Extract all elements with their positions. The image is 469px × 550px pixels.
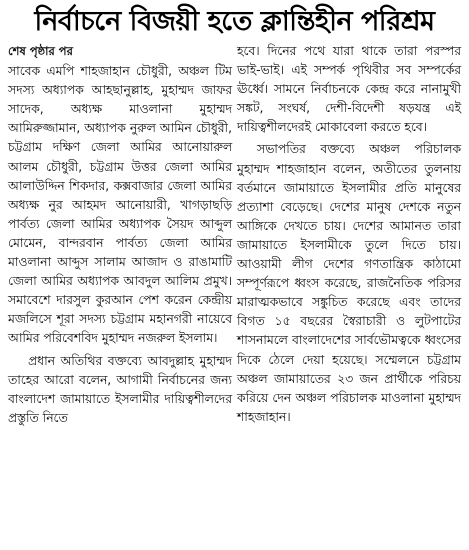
continued-from-label: শেষ পৃষ্ঠার পর <box>8 44 73 58</box>
paragraph: সভাপতির বক্তব্যে অঞ্চল পরিচালক মুহাম্মদ শাহজাহান বলেন, অতীতের তুলনায় বর্তমানে জামায়াতে ইসলামীর প্রতি মানুষের প্রত্যাশা বেড়েছে। দেশের মানুষ দেশকে নতুন আঙ্গিকে দেখতে চায়। দেশের আমানত তারা জামায়াতে ইসলামীকে তুলে দিতে চায়। আওয়ামী লীগ দেশের গণতান্ত্রিক কাঠামো সম্পূর্ণরূপে ধ্বংস করেছে, রাজনৈতিক পরিসর মারাত্মকভাবে সঙ্কুচিত করেছে এবং তাদের বিগত ১৫ বছরের স্বৈরাচারী ও লুটপাটের শাসনামলে বাংলাদেশের সার্বভৌমত্বকে ধ্বংসের দিকে ঠেলে দেয়া হয়েছে। সম্মেলনে চট্টগ্রাম অঞ্চল জামায়াতের ২৩ জন প্রার্থীকে পরিচয় করিয়ে দেন অঞ্চল পরিচালক মাওলানা মুহাম্মদ শাহজাহান। <box>237 142 461 424</box>
paragraph: সাবেক এমপি শাহজাহান চৌধুরী, অঞ্চল টিম সদস্য অধ্যাপক আহছানুল্লাহ, মুহাম্মদ জাফর সাদেক, অধ্যক্ষ মাওলানা মুহাম্মদ আমিরুজ্জামান, অধ্যাপক নুরুল আমিন চৌধুরী, চট্টগ্রাম দক্ষিণ জেলা আমির আনোয়ারুল আলম চৌধুরী, চট্টগ্রাম উত্তর জেলা আমির আলাউদ্দিন শিকদার, কক্সবাজার জেলা আমির অধ্যক্ষ নুর আহমদ আনোয়ারী, খাগড়াছড়ি পার্বত্য জেলা আমির অধ্যাপক সৈয়দ আব্দুল মোমেন, বান্দরবান পার্বত্য জেলা আমির মাওলানা আব্দুস সালাম আজাদ ও রাঙামাটি জেলা আমির অধ্যাপক আবদুল আলিম প্রমুখ। সমাবেশে দারসুল কুরআন পেশ করেন কেন্দ্রীয় মজলিসে শূরা সদস্য চট্টগ্রাম মহানগরী নায়েবে আমির পরিবেশবিদ মুহাম্মদ নজরুল ইসলাম। <box>8 64 232 346</box>
article-body <box>8 42 461 428</box>
column-right <box>237 42 461 428</box>
paragraph: প্রধান অতিথির বক্তব্যে আবদুল্লাহ মুহাম্মদ তাহের আরো বলেন, আগামী নির্বাচনের জন্য বাংলাদেশ জামায়াতে ইসলামীর দায়িত্বশীলদের প্রস্তুতি নিতে <box>8 353 232 425</box>
column-left <box>8 42 232 428</box>
paragraph: হবে। দিনের পথে যারা থাকে তারা পরস্পর ভাই-ভাই। এই সম্পর্ক পৃথিবীর সব সম্পর্কের ঊর্ধ্বে। সামনে নির্বাচনকে কেন্দ্র করে নানামুখী সঙ্কট, সংঘর্ষ, দেশী-বিদেশী ষড়যন্ত্র এই দায়িত্বশীলদেরই মোকাবেলা করতে হবে। <box>237 44 461 135</box>
headline: নির্বাচনে বিজয়ী হতে ক্লান্তিহীন পরিশ্রম <box>34 6 435 37</box>
